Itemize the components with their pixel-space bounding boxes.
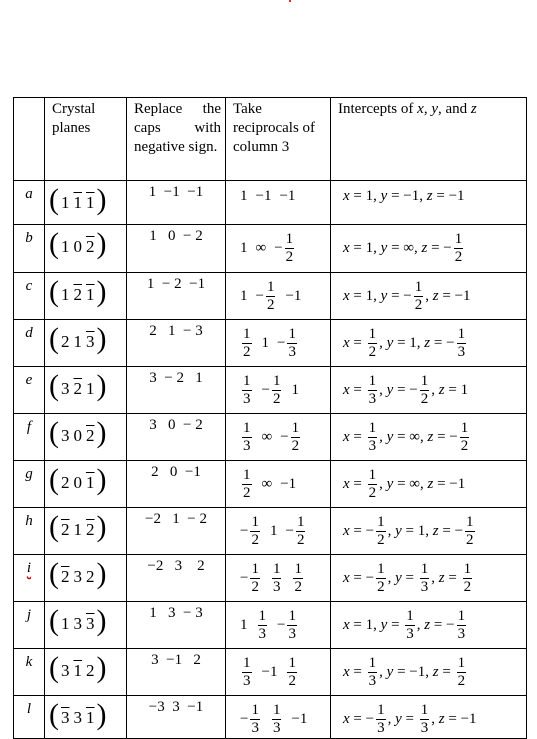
intercepts: x = 1, y = −1, z = −1	[331, 181, 527, 225]
row-label: b	[14, 225, 45, 273]
table-row	[14, 367, 527, 414]
reciprocals: $\frac{1}{3}$ − $\frac{1}{2}$ 1	[226, 367, 331, 414]
reciprocals: − $\frac{1}{3}$ $\frac{1}{3}$ −1	[226, 696, 331, 739]
miller-plane: ( 1 3 3)	[45, 602, 127, 649]
negative-indices: 1 3 − 3	[127, 602, 226, 649]
intercepts: x = 1, y = − $\frac{1}{2}$ , z = −1	[331, 273, 527, 320]
header-crystal-planes: Crystal planes	[45, 98, 127, 181]
intercepts: x = − $\frac{1}{2}$ , y = $\frac{1}{3}$ , z = $\frac{1}{2}$	[331, 555, 527, 602]
intercepts: x = 1, y = ∞, z = − $\frac{1}{2}$	[331, 225, 527, 273]
row-label: f	[14, 414, 45, 461]
reciprocals: $\frac{1}{3}$ −1 $\frac{1}{2}$	[226, 649, 331, 696]
miller-plane: ( 2 3 2)	[45, 555, 127, 602]
row-label: l	[14, 696, 45, 739]
stray-mark	[289, 0, 291, 2]
row-label: j	[14, 602, 45, 649]
row-label: k	[14, 649, 45, 696]
miller-plane: ( 1 1 1)	[45, 181, 127, 225]
miller-plane: ( 1 0 2)	[45, 225, 127, 273]
row-label: e	[14, 367, 45, 414]
negative-indices: −3 3 −1	[127, 696, 226, 739]
miller-plane: ( 3 2 1)	[45, 367, 127, 414]
negative-indices: −2 3 2	[127, 555, 226, 602]
row-label: d	[14, 320, 45, 367]
reciprocals: 1 −1 −1	[226, 181, 331, 225]
row-label: i	[14, 555, 45, 602]
miller-plane: ( 2 1 2)	[45, 508, 127, 555]
table-row	[14, 649, 527, 696]
negative-indices: −2 1 − 2	[127, 508, 226, 555]
reciprocals: − $\frac{1}{2}$ $\frac{1}{3}$ $\frac{1}{2}$	[226, 555, 331, 602]
negative-indices: 1 − 2 −1	[127, 273, 226, 320]
reciprocals: $\frac{1}{3}$ ∞ − $\frac{1}{2}$	[226, 414, 331, 461]
reciprocals: $\frac{1}{2}$ ∞ −1	[226, 461, 331, 508]
table-row	[14, 461, 527, 508]
row-label: c	[14, 273, 45, 320]
row-label: a	[14, 181, 45, 225]
intercepts: x = $\frac{1}{3}$ , y = ∞, z = − $\frac{1}{2}$	[331, 414, 527, 461]
miller-plane: ( 1 2 1)	[45, 273, 127, 320]
miller-plane: ( 2 0 1)	[45, 461, 127, 508]
header-row	[14, 98, 527, 181]
miller-plane: ( 3 3 1)	[45, 696, 127, 739]
table-row	[14, 414, 527, 461]
table-row	[14, 225, 527, 273]
header-corner	[14, 98, 45, 181]
intercepts: x = − $\frac{1}{2}$ , y = 1, z = − $\frac{1}{2}$	[331, 508, 527, 555]
row-label: h	[14, 508, 45, 555]
negative-indices: 3 −1 2	[127, 649, 226, 696]
negative-indices: 1 0 − 2	[127, 225, 226, 273]
table-row	[14, 181, 527, 225]
table-row	[14, 320, 527, 367]
header-take-reciprocals: Take reciprocals of column 3	[226, 98, 331, 181]
negative-indices: 2 0 −1	[127, 461, 226, 508]
reciprocals: 1 $\frac{1}{3}$ − $\frac{1}{3}$	[226, 602, 331, 649]
negative-indices: 3 0 − 2	[127, 414, 226, 461]
table-row	[14, 602, 527, 649]
intercepts: x = 1, y = $\frac{1}{3}$ , z = − $\frac{1}{3}$	[331, 602, 527, 649]
table-row	[14, 555, 527, 602]
negative-indices: 3 − 2 1	[127, 367, 226, 414]
intercepts: x = $\frac{1}{2}$ , y = ∞, z = −1	[331, 461, 527, 508]
negative-indices: 1 −1 −1	[127, 181, 226, 225]
intercepts: x = $\frac{1}{3}$ , y = − $\frac{1}{2}$ , z = 1	[331, 367, 527, 414]
crystal-planes-table	[13, 97, 527, 739]
reciprocals: 1 − $\frac{1}{2}$ −1	[226, 273, 331, 320]
table-row	[14, 508, 527, 555]
reciprocals: − $\frac{1}{2}$ 1 − $\frac{1}{2}$	[226, 508, 331, 555]
miller-plane: ( 3 0 2)	[45, 414, 127, 461]
header-replace-caps: Replace the caps with negative sign.	[127, 98, 226, 181]
table-row	[14, 273, 527, 320]
reciprocals: $\frac{1}{2}$ 1 − $\frac{1}{3}$	[226, 320, 331, 367]
table-row	[14, 696, 527, 739]
negative-indices: 2 1 − 3	[127, 320, 226, 367]
intercepts: x = − $\frac{1}{3}$ , y = $\frac{1}{3}$ , z = −1	[331, 696, 527, 739]
header-intercepts: Intercepts of x, y, and z	[331, 98, 527, 181]
intercepts: x = $\frac{1}{3}$ , y = −1, z = $\frac{1}{2}$	[331, 649, 527, 696]
reciprocals: 1 ∞ − $\frac{1}{2}$	[226, 225, 331, 273]
miller-plane: ( 2 1 3)	[45, 320, 127, 367]
row-label: g	[14, 461, 45, 508]
miller-plane: ( 3 1 2)	[45, 649, 127, 696]
intercepts: x = $\frac{1}{2}$ , y = 1, z = − $\frac{1}{3}$	[331, 320, 527, 367]
